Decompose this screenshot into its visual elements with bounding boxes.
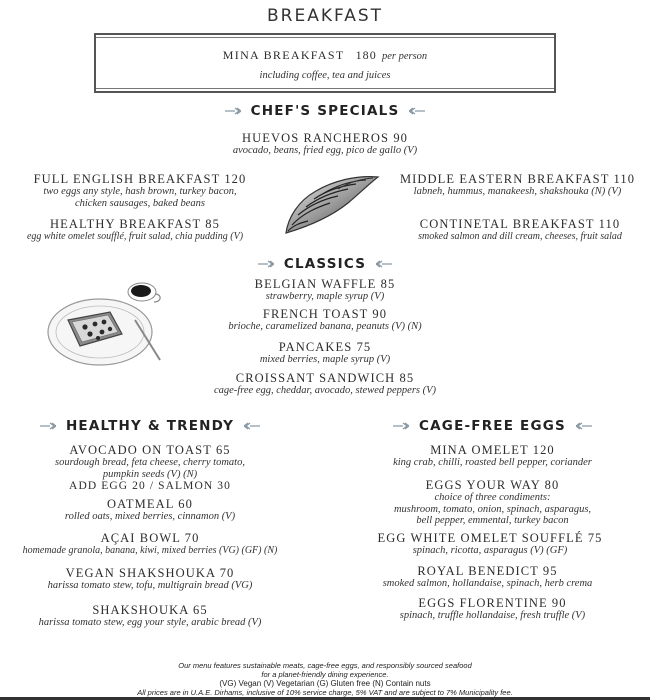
menu-item-healthy-breakfast: HEALTHY BREAKFAST 85 egg white omelet soufflé, fruit salad, chia pudding (V) <box>26 217 244 242</box>
menu-item-vegan-shakshouka: VEGAN SHAKSHOUKA 70 harissa tomato stew, tofu, multigrain bread (VG) <box>47 566 253 591</box>
featured-box <box>94 33 556 93</box>
featured-unit: per person <box>381 51 428 62</box>
menu-item-continental: CONTINETAL BREAKFAST 110 smoked salmon and dill cream, cheeses, fruit salad <box>418 217 622 242</box>
ornament-left-icon <box>40 422 56 430</box>
menu-item-oatmeal: OATMEAL 60 rolled oats, mixed berries, cinnamon (V) <box>64 497 236 522</box>
ornament-right-icon <box>244 422 260 430</box>
menu-item-avocado-toast: AVOCADO ON TOAST 65 sourdough bread, feta cheese, cherry tomato, pumpkin seeds (V) (N) ADD EGG 20 / SALMON 30 <box>0 444 300 493</box>
footer-line-1: Our menu features sustainable meats, cage-free eggs, and responsibly sourced seafood <box>178 661 472 670</box>
addon-text: ADD EGG 20 / SALMON 30 <box>69 480 231 492</box>
ornament-left-icon <box>258 260 274 268</box>
section-title: CAGE-FREE EGGS <box>419 418 566 434</box>
menu-item-egg-white-omelet: EGG WHITE OMELET SOUFFLÉ 75 spinach, ricotta, asparagus (V) (GF) <box>377 531 603 556</box>
menu-item-middle-eastern: MIDDLE EASTERN BREAKFAST 110 labneh, hummus, manakeesh, shakshouka (N) (V) <box>399 172 636 197</box>
ornament-right-icon <box>576 422 592 430</box>
ornament-left-icon <box>393 422 409 430</box>
section-chefs-specials <box>0 103 650 119</box>
ornament-right-icon <box>376 260 392 268</box>
featured-description: including coffee, tea and juices <box>259 70 391 81</box>
croissant-illustration <box>278 163 383 238</box>
price-disclaimer: All prices are in U.A.E. Dirhams, inclusive of 10% service charge, 5% VAT and are subject to 7% Municipality fee. <box>137 688 513 697</box>
menu-item-mina-omelet: MINA OMELET 120 king crab, chilli, roasted bell pepper, coriander <box>393 443 592 468</box>
ornament-right-icon <box>409 107 425 115</box>
featured-name: MINA BREAKFAST <box>222 48 345 62</box>
menu-item-french-toast: FRENCH TOAST 90 brioche, caramelized banana, peanuts (V) (N) <box>228 307 422 332</box>
section-healthy-trendy <box>0 418 300 434</box>
ornament-left-icon <box>225 107 241 115</box>
section-cage-free-eggs <box>360 418 625 434</box>
section-title: CHEF'S SPECIALS <box>250 103 400 119</box>
menu-item-eggs-florentine: EGGS FLORENTINE 90 spinach, truffle hollandaise, fresh truffle (V) <box>399 596 586 621</box>
menu-item-pancakes: PANCAKES 75 mixed berries, maple syrup (V) <box>259 340 391 365</box>
section-classics <box>0 256 650 272</box>
menu-item-huevos-rancheros: HUEVOS RANCHEROS 90 avocado, beans, fried egg, pico de gallo (V) <box>232 131 418 156</box>
menu-item-belgian-waffle: BELGIAN WAFFLE 85 strawberry, maple syrup (V) <box>254 277 396 302</box>
menu-item-shakshouka: SHAKSHOUKA 65 harissa tomato stew, egg your style, arabic bread (V) <box>38 603 262 628</box>
featured-item <box>94 44 556 63</box>
page-title: BREAKFAST <box>266 6 383 26</box>
menu-item-acai-bowl: AÇAI BOWL 70 homemade granola, banana, kiwi, mixed berries (VG) (GF) (N) <box>22 531 278 556</box>
menu-item-croissant-sandwich: CROISSANT SANDWICH 85 cage-free egg, cheddar, avocado, stewed peppers (V) <box>213 371 437 396</box>
footer-line-2: for a planet-friendly dining experience. <box>261 670 389 679</box>
section-title: CLASSICS <box>283 256 367 272</box>
toast-coffee-illustration <box>40 272 175 372</box>
menu-item-eggs-your-way: EGGS YOUR WAY 80 choice of three condiments: mushroom, tomato, onion, spinach, asparagus, bell pepper, emmental, turkey bacon <box>393 478 592 526</box>
section-title: HEALTHY & TRENDY <box>65 418 235 434</box>
footer-note <box>0 661 650 697</box>
menu-item-royal-benedict: ROYAL BENEDICT 95 smoked salmon, hollandaise, spinach, herb crema <box>382 564 593 589</box>
featured-price: 180 <box>355 48 377 62</box>
menu-item-full-english: FULL ENGLISH BREAKFAST 120 two eggs any style, hash brown, turkey bacon, chicken sausages, baked beans <box>33 172 247 209</box>
dietary-legend: (VG) Vegan (V) Vegetarian (G) Gluten free (N) Contain nuts <box>219 679 431 688</box>
